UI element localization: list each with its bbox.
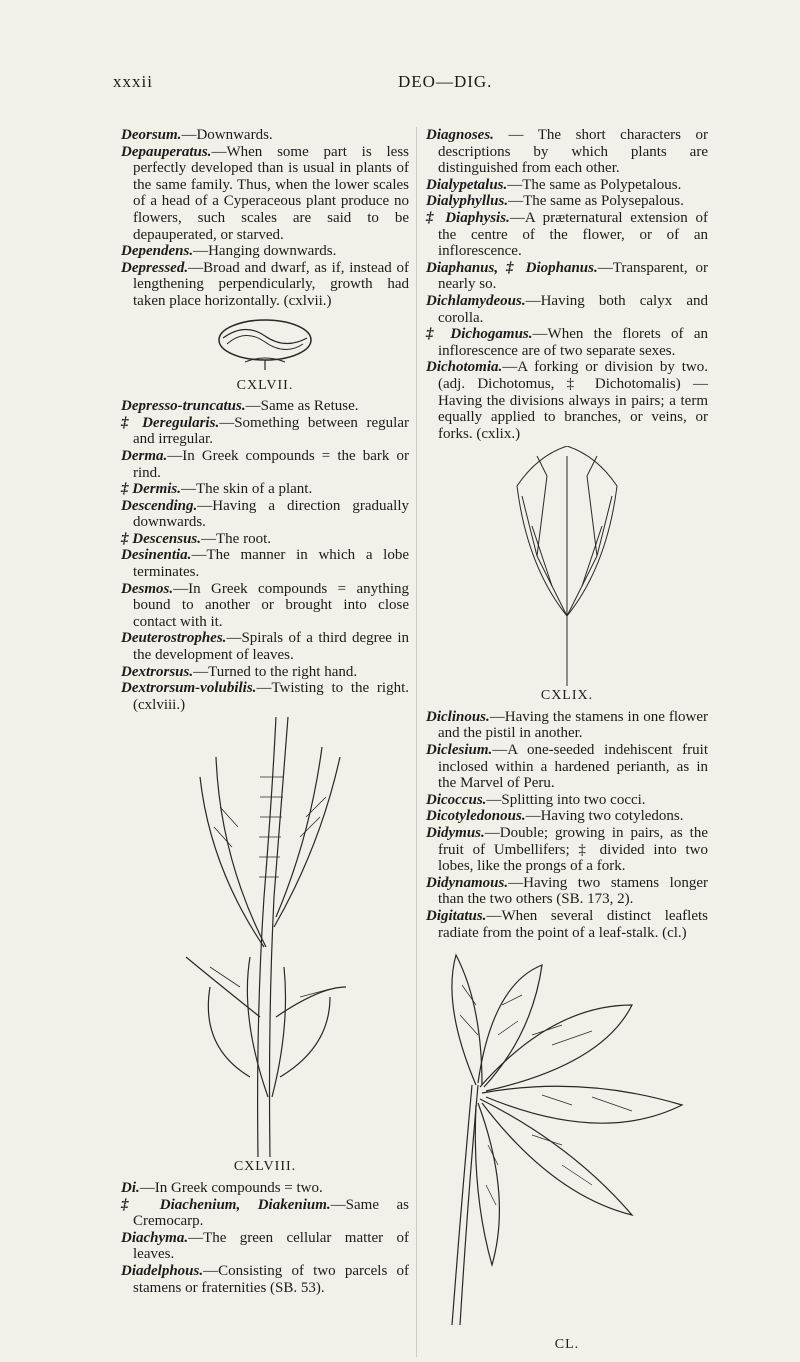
- entry-dependens: Dependens.—Hanging downwards.: [121, 243, 337, 260]
- entry-dextrorsum-volubilis: Dextrorsum-volubilis.—Twisting to the right. (cxlviii.): [121, 680, 409, 713]
- entry-di: Di.—In Greek compounds = two.: [121, 1180, 323, 1196]
- entry-didymus: Didymus.—Double; growing in pairs, as the fruit of Umbellifers; ‡ divided into two lobes, like the prongs of a fork.: [426, 825, 708, 875]
- figure-cxlix: [426, 446, 708, 705]
- running-head: DEO—DIG.: [398, 72, 493, 91]
- entry-dialypetalus: Dialypetalus.—The same as Polypetalous.: [426, 176, 682, 193]
- entry-dichotomia: Dichotomia.—A forking or division by two. (adj. Dichotomus, ‡ Dichotomalis) — Having the divisions always in pairs; a term equally applied to branches, or veins, or forks. (cxlix.): [426, 359, 708, 442]
- figure-caption: CXLVII.: [236, 377, 294, 393]
- twining-stem-illustration: [180, 717, 350, 1157]
- entry-digitatus: Digitatus.—When several distinct leaflets radiate from the point of a leaf-stalk. (cl.): [426, 908, 708, 941]
- entry-dextrorsus: Dextrorsus.—Turned to the right hand.: [121, 663, 358, 680]
- figure-caption: CXLVIII.: [233, 1159, 297, 1175]
- entry-desmos: Desmos.—In Greek compounds = anything bound to another or brought into close contact with it.: [121, 580, 409, 630]
- entry-dicotyledonous: Dicotyledonous.—Having two cotyledons.: [426, 808, 684, 825]
- page-header: [0, 72, 800, 96]
- entry-diaphysis: ‡ Diaphysis.—A præternatural extension of the centre of the flower, or of an inflorescence.: [426, 209, 708, 260]
- column-divider: [416, 127, 417, 1357]
- page-number: xxxii: [113, 72, 153, 91]
- depressed-leaf-illustration: [205, 314, 325, 376]
- entry-depauperatus: Depauperatus.—When some part is less perfectly developed than is usual in plants of the same family. Thus, when the lower scales of a head of a Cyperaceous plant produce no flowers, such scales are said to be depauperated, or starved.: [121, 143, 409, 243]
- figure-cxlvii: [121, 314, 409, 395]
- entry-diclesium: Diclesium.—A one-seeded indehiscent fruit inclosed within a hardened perianth, as in the Marvel of Peru.: [426, 742, 708, 792]
- figure-caption: CL.: [554, 1337, 580, 1353]
- entry-diclinous: Diclinous.—Having the stamens in one flower and the pistil in another.: [426, 708, 708, 742]
- entry-dermis: ‡ Dermis.—The skin of a plant.: [121, 481, 313, 498]
- entry-diachenium: ‡ Diachenium, Diakenium.—Same as Cremocarp.: [121, 1196, 409, 1230]
- entry-deregularis: ‡ Deregularis.—Something between regular and irregular.: [121, 414, 410, 448]
- entry-depressed: Depressed.—Broad and dwarf, as if, instead of lengthening perpendicularly, growth had taken place horizontally. (cxlvii.): [121, 259, 409, 309]
- dichotomous-veins-illustration: [497, 446, 637, 686]
- figure-cxlviii: [121, 717, 409, 1176]
- entry-dicoccus: Dicoccus.—Splitting into two cocci.: [426, 791, 646, 808]
- left-column: [121, 127, 409, 1296]
- entry-dichlamydeous: Dichlamydeous.—Having both calyx and corolla.: [426, 292, 708, 326]
- entry-deuterostrophes: Deuterostrophes.—Spirals of a third degree in the development of leaves.: [121, 630, 409, 664]
- entry-desinentia: Desinentia.—The manner in which a lobe terminates.: [121, 547, 409, 581]
- entry-deorsum: Deorsum.—Downwards.: [121, 127, 273, 143]
- entry-depresso-truncatus: Depresso-truncatus.—Same as Retuse.: [121, 398, 359, 415]
- right-column: [426, 127, 708, 1358]
- figure-cl: [426, 945, 708, 1354]
- entry-diadelphous: Diadelphous.—Consisting of two parcels of stamens or fraternities (SB. 53).: [121, 1262, 409, 1296]
- digitate-leaf-illustration: [432, 945, 702, 1335]
- entry-didynamous: Didynamous.—Having two stamens longer than the two others (SB. 173, 2).: [426, 874, 708, 908]
- entry-diaphanus: Diaphanus, ‡ Diophanus.—Transparent, or nearly so.: [426, 259, 708, 293]
- entry-dichogamus: ‡ Dichogamus.—When the florets of an inflorescence are of two separate sexes.: [426, 326, 708, 359]
- figure-caption: CXLIX.: [540, 688, 594, 704]
- entry-diagnoses: Diagnoses. — The short characters or descriptions by which plants are distinguished from each other.: [426, 127, 708, 177]
- entry-dialyphyllus: Dialyphyllus.—The same as Polysepalous.: [426, 193, 684, 210]
- entry-diachyma: Diachyma.—The green cellular matter of leaves.: [121, 1229, 409, 1263]
- entry-descending: Descending.—Having a direction gradually downwards.: [121, 497, 409, 531]
- entry-descensus: ‡ Descensus.—The root.: [121, 530, 271, 547]
- entry-derma: Derma.—In Greek compounds = the bark or rind.: [121, 447, 409, 481]
